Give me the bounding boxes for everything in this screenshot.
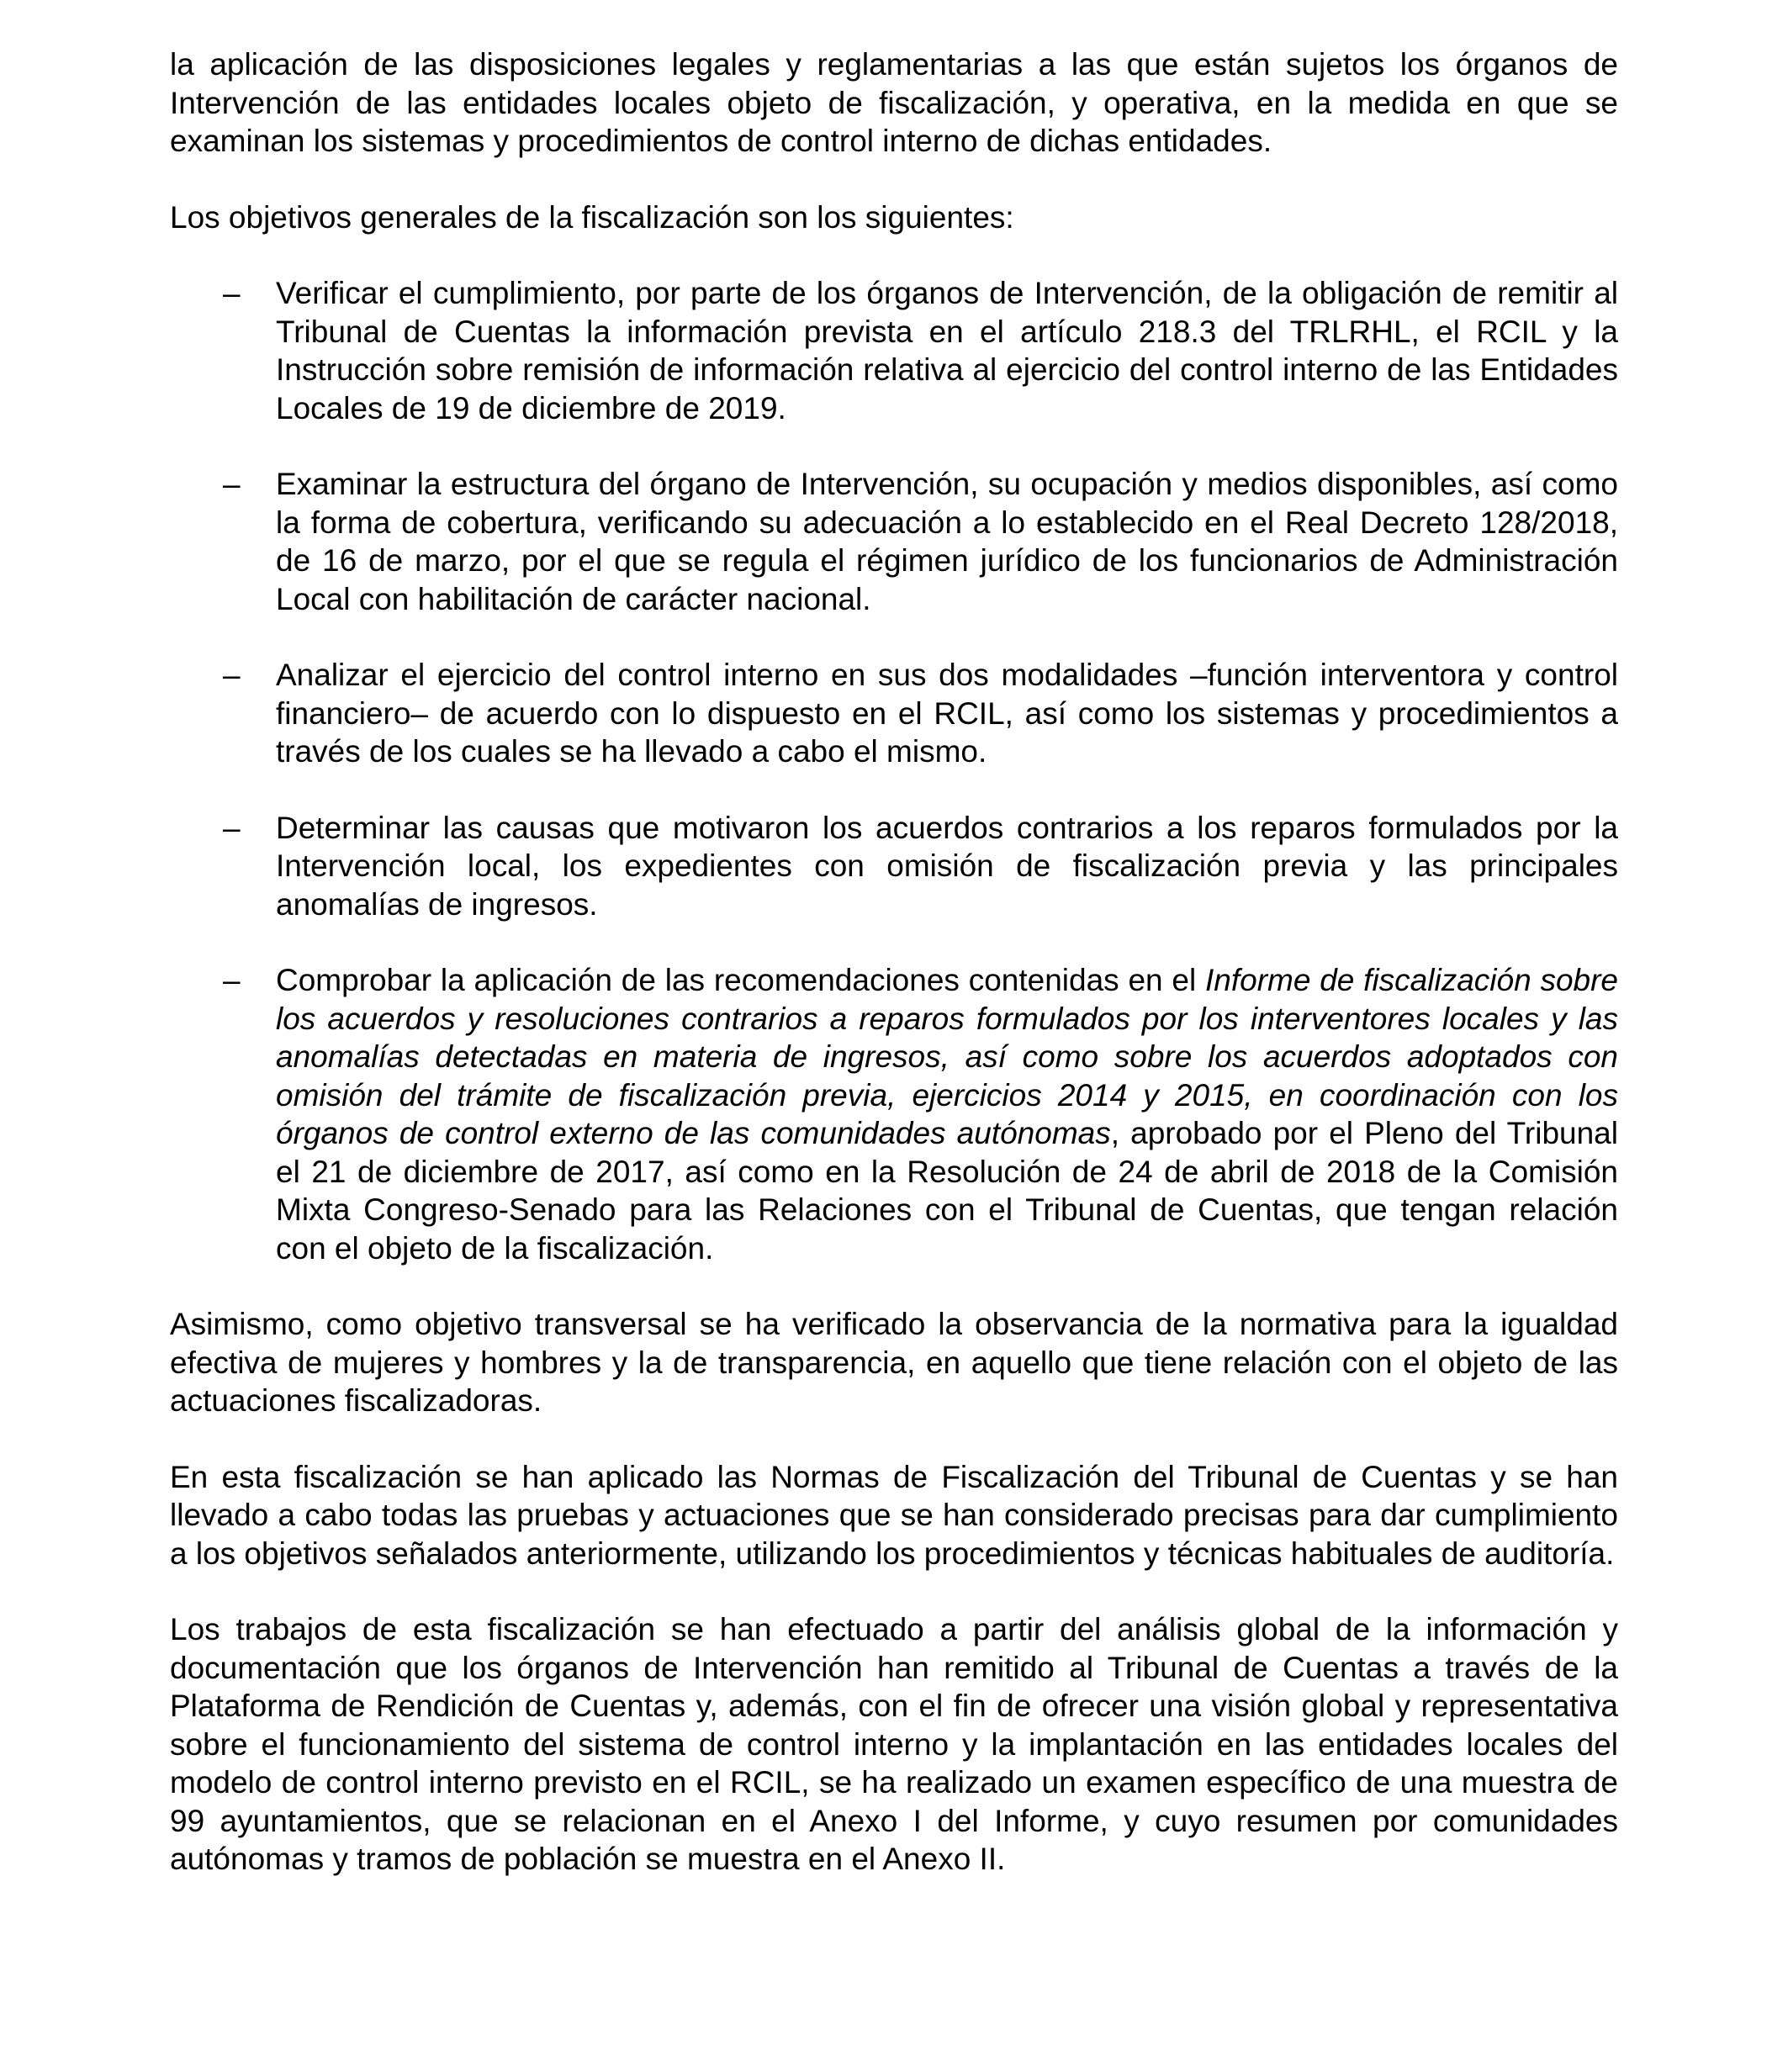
dash-bullet-icon: – [223, 467, 241, 501]
list-item [170, 465, 1618, 618]
transversal-paragraph: Asimismo, como objetivo transversal se ha verificado la observancia de la normativa para la igualdad efectiva de mujeres y hombres y la de transparencia, en aquello que tiene relación con el objeto de las actuaciones fiscalizadoras. [170, 1307, 1618, 1418]
bullet-text: Verificar el cumplimiento, por parte de los órganos de Intervención, de la obligación de remitir al Tribunal de Cuentas la información prevista en el artículo 218.3 del TRLRHL, el RCIL y la Instrucción sobre remisión de información relativa al ejercicio del control interno de las Entidades Locales de 19 de diciembre de 2019. [276, 276, 1618, 426]
bullet-text: Examinar la estructura del órgano de Intervención, su ocupación y medios disponibles, así como la forma de cobertura, verificando su adecuación a lo establecido en el Real Decreto 128/2018, de 16 de marzo, por el que se regula el régimen jurídico de los funcionarios de Administración Local con habilitación de carácter nacional. [276, 467, 1618, 616]
objectives-list [170, 274, 1618, 1267]
bullet-text: Determinar las causas que motivaron los acuerdos contrarios a los reparos formulados por la Intervención local, los expedientes con omisión de fiscalización previa y las principales anomalías de ingresos. [276, 810, 1618, 922]
bullet-text: Analizar el ejercicio del control interno en sus dos modalidades –función interventora y control financiero– de acuerdo con lo dispuesto en el RCIL, así como los sistemas y procedimientos a través de los cuales se ha llevado a cabo el mismo. [276, 658, 1618, 769]
trabajos-paragraph: Los trabajos de esta fiscalización se han efectuado a partir del análisis global de la información y documentación que los órganos de Intervención han remitido al Tribunal de Cuentas a través de la Plataforma de Rendición de Cuentas y, además, con el fin de ofrecer una visión global y representativa sobre el funcionamiento del sistema de control interno y la implantación en las entidades locales del modelo de control interno previsto en el RCIL, se ha realizado un examen específico de una muestra de 99 ayuntamientos, que se relacionan en el Anexo I del Informe, y cuyo resumen por comunidades autónomas y tramos de población se muestra en el Anexo II. [170, 1612, 1618, 1876]
normas-paragraph: En esta fiscalización se han aplicado las Normas de Fiscalización del Tribunal de Cuentas y se han llevado a cabo todas las pruebas y actuaciones que se han considerado precisas para dar cumplimiento a los objetivos señalados anteriormente, utilizando los procedimientos y técnicas habituales de auditoría. [170, 1459, 1618, 1571]
report-title-italic: Informe de fiscalización sobre los acuerdos y resoluciones contrarios a reparos formulados por los interventores locales y las anomalías detectadas en materia de ingresos, así como sobre los acuerdos adoptados con omisión del trámite de fiscalización previa, ejercicios 2014 y 2015, en coordinación con los órganos de control externo de las comunidades autónomas [276, 963, 1618, 1150]
objectives-heading: Los objetivos generales de la fiscalización son los siguientes: [170, 199, 1014, 235]
list-item [170, 809, 1618, 924]
bullet-text-lead: Comprobar la aplicación de las recomendaciones contenidas en el [276, 963, 1205, 997]
document-page [170, 45, 1618, 1916]
dash-bullet-icon: – [223, 658, 241, 692]
dash-bullet-icon: – [223, 276, 241, 310]
intro-paragraph: la aplicación de las disposiciones legales y reglamentarias a las que están sujetos los órganos de Intervención de las entidades locales objeto de fiscalización, y operativa, en la medida en que se examinan los sistemas y procedimientos de control interno de dichas entidades. [170, 47, 1618, 158]
list-item [170, 274, 1618, 427]
list-item [170, 656, 1618, 771]
bullet-text-tail: , aprobado por el Pleno del Tribunal el 21 de diciembre de 2017, así como en la Resolución de 24 de abril de 2018 de la Comisión Mixta Congreso-Senado para las Relaciones con el Tribunal de Cuentas, que tengan relación con el objeto de la fiscalización. [276, 1116, 1618, 1266]
dash-bullet-icon: – [223, 963, 241, 997]
list-item [170, 961, 1618, 1267]
dash-bullet-icon: – [223, 810, 241, 845]
